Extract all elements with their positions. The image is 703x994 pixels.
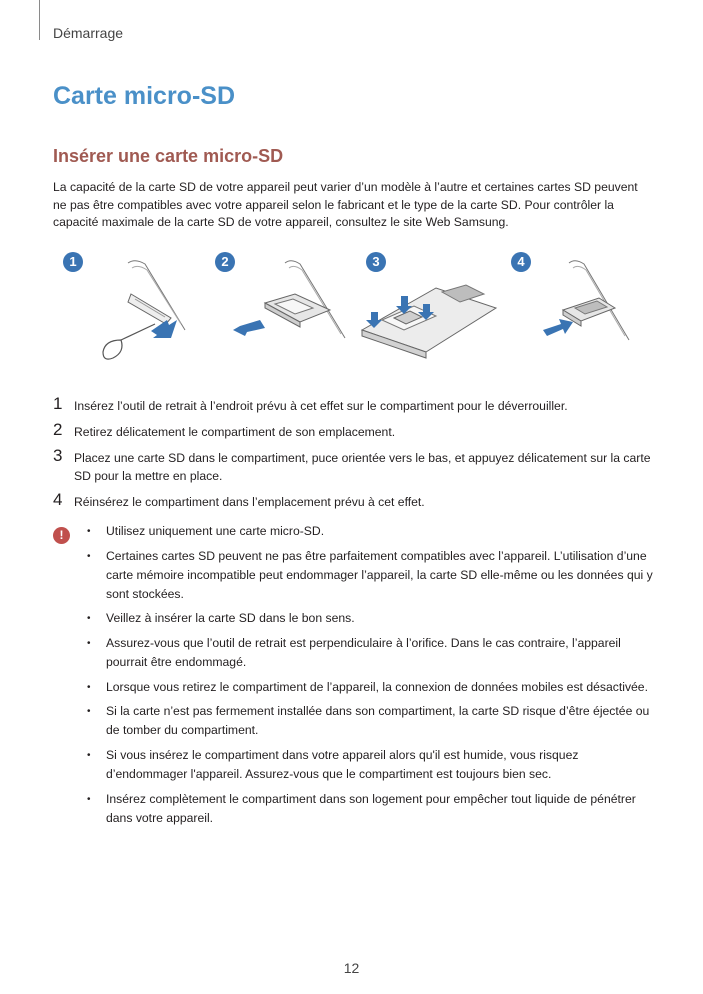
figure-step-4 bbox=[501, 248, 646, 378]
caution-item: • Lorsque vous retirez le compartiment de l’appareil, la connexion de données mobiles est désactivée. bbox=[87, 678, 653, 697]
figure-step-1 bbox=[53, 248, 198, 378]
step-number: 3 bbox=[53, 446, 63, 465]
caution-list bbox=[87, 522, 653, 834]
step-item bbox=[53, 489, 653, 512]
caution-icon: ! bbox=[53, 527, 70, 544]
caution-item: • Assurez-vous que l’outil de retrait est perpendiculaire à l’orifice. Dans le cas contraire, l’appareil pourrait être endommagé. bbox=[87, 634, 653, 672]
step-text: Placez une carte SD dans le compartiment, puce orientée vers le bas, et appuyez délicatement sur la carte SD pour la mettre en place. bbox=[74, 451, 651, 483]
intro-paragraph: La capacité de la carte SD de votre appareil peut varier d’un modèle à l’autre et certaines cartes SD peuvent ne pas être compatibles avec votre appareil selon le fabricant et le type de la carte SD. Pour contrôler la capacité maximale de la carte SD de votre appareil, consultez le site Web Samsung. bbox=[53, 180, 638, 229]
step-item bbox=[53, 420, 653, 442]
step-list bbox=[53, 394, 653, 520]
step-badge-3: 3 bbox=[366, 252, 386, 272]
instruction-figures bbox=[53, 248, 653, 378]
step-item bbox=[53, 394, 653, 416]
figure-step-3 bbox=[356, 248, 501, 378]
page-title: Carte micro-SD bbox=[53, 82, 235, 110]
step-badge-2: 2 bbox=[215, 252, 235, 272]
step-text: Réinsérez le compartiment dans l’emplacement prévu à cet effet. bbox=[74, 494, 425, 509]
caution-item: • Insérez complètement le compartiment dans son logement pour empêcher tout liquide de pénétrer dans votre appareil. bbox=[87, 790, 653, 828]
step-number: 4 bbox=[53, 489, 63, 509]
step-badge-4: 4 bbox=[511, 252, 531, 272]
figure-step-2 bbox=[205, 248, 350, 378]
step-text: Retirez délicatement le compartiment de son emplacement. bbox=[74, 425, 396, 439]
caution-item: • Certaines cartes SD peuvent ne pas être parfaitement compatibles avec l’appareil. L’utilisation d’une carte mémoire incompatible peut endommager l’appareil, la carte SD elle-même ou les données qui y sont stockées. bbox=[87, 547, 653, 604]
header-divider bbox=[39, 0, 40, 40]
caution-item: • Si la carte n’est pas fermement installée dans son compartiment, la carte SD risque d’être éjectée ou de tomber du compartiment. bbox=[87, 702, 653, 740]
step-number: 1 bbox=[53, 394, 63, 413]
caution-item: • Veillez à insérer la carte SD dans le bon sens. bbox=[87, 609, 653, 628]
caution-item: • Utilisez uniquement une carte micro-SD. bbox=[87, 522, 653, 541]
running-header: Démarrage bbox=[53, 25, 124, 41]
page-number: 12 bbox=[343, 960, 360, 976]
caution-item: • Si vous insérez le compartiment dans votre appareil alors qu'il est humide, vous risquez d’endommager l'appareil. Assurez-vous que le compartiment est toujours bien sec. bbox=[87, 746, 653, 784]
step-number: 2 bbox=[53, 420, 63, 439]
step-badge-1: 1 bbox=[63, 252, 83, 272]
section-title: Insérer une carte micro-SD bbox=[53, 146, 284, 166]
step-text: Insérez l’outil de retrait à l’endroit prévu à cet effet sur le compartiment pour le déverrouiller. bbox=[74, 399, 568, 413]
step-item bbox=[53, 446, 653, 485]
